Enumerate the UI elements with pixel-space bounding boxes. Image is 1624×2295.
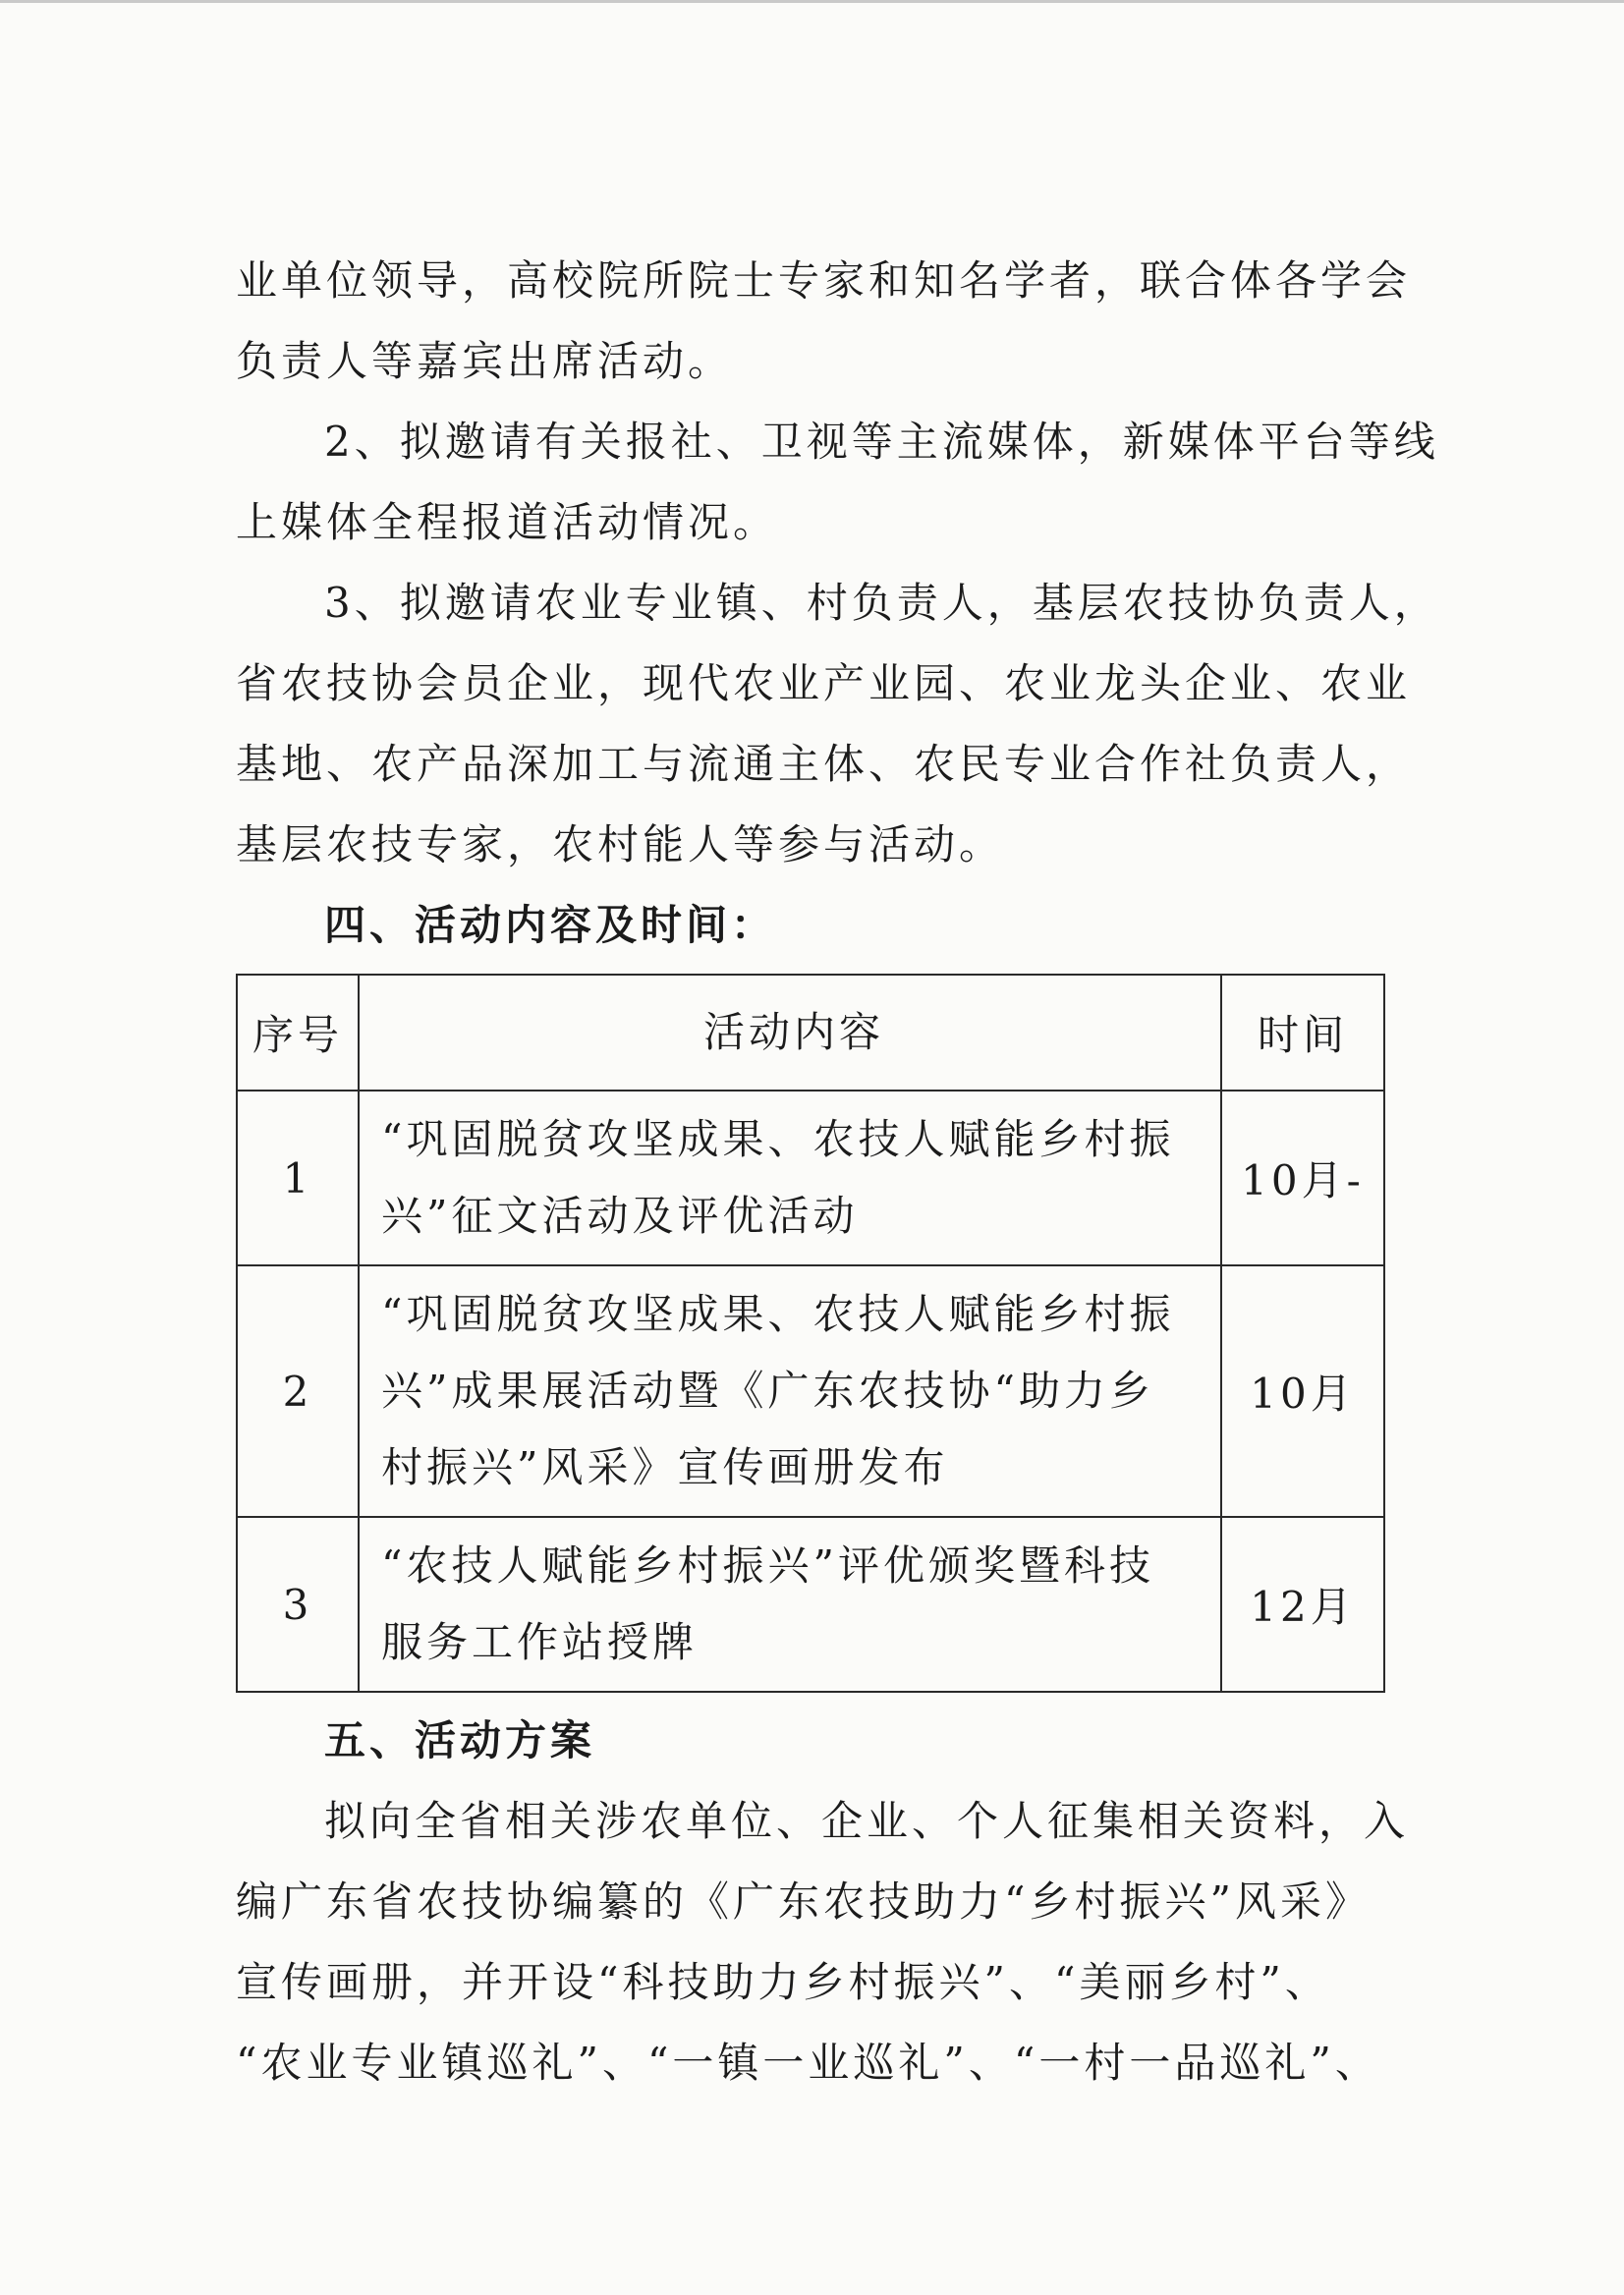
text-line: 宣传画册，并开设“科技助力乡村振兴”、“美丽乡村”、: [236, 1958, 1330, 2006]
text-line: 上媒体全程报道活动情况。: [236, 498, 779, 546]
table-row: [237, 1517, 1384, 1692]
text-line: 拟向全省相关涉农单位、企业、个人征集相关资料，入: [324, 1797, 1410, 1845]
activity-schedule-table: [236, 974, 1385, 1693]
row-content-line: 兴”征文活动及评优活动: [381, 1192, 859, 1240]
page-top-edge: [0, 0, 1624, 3]
row-no: 3: [237, 1517, 359, 1692]
text-line: 基层农技专家，农村能人等参与活动。: [236, 820, 1005, 868]
row-no: 1: [237, 1091, 359, 1265]
paragraphs-after: [236, 1781, 1410, 2103]
row-content-line: “农技人赋能乡村振兴”评优颁奖暨科技: [381, 1541, 1154, 1590]
row-content-line: 服务工作站授牌: [381, 1618, 699, 1666]
row-content-line: “巩固脱贫攻坚成果、农技人赋能乡村振: [381, 1290, 1175, 1338]
text-line: 2、拟邀请有关报社、卫视等主流媒体，新媒体平台等线: [324, 418, 1439, 466]
text-line: 负责人等嘉宾出席活动。: [236, 337, 734, 385]
paragraphs-before: [236, 241, 1439, 885]
row-content: [359, 1517, 1221, 1692]
row-content-line: 村振兴”风采》宣传画册发布: [381, 1443, 949, 1491]
row-no: 2: [237, 1265, 359, 1517]
header-time: 时间: [1221, 975, 1384, 1091]
row-content-line: “巩固脱贫攻坚成果、农技人赋能乡村振: [381, 1115, 1175, 1163]
header-no: 序号: [237, 975, 359, 1091]
text-line: 基地、农产品深加工与流通主体、农民专业合作社负责人，: [236, 740, 1412, 788]
row-content: [359, 1091, 1221, 1265]
row-content: [359, 1265, 1221, 1517]
text-line: 编广东省农技协编纂的《广东农技助力“乡村振兴”风采》: [236, 1877, 1371, 1926]
table-body: [237, 1091, 1384, 1692]
section-4-heading: 四、活动内容及时间：: [324, 901, 777, 949]
row-content-line: 兴”成果展活动暨《广东农技协“助力乡: [381, 1367, 1154, 1415]
row-time: 12月: [1221, 1517, 1384, 1692]
header-content: 活动内容: [359, 975, 1221, 1091]
text-line: “农业专业镇巡礼”、“一镇一业巡礼”、“一村一品巡礼”、: [236, 2039, 1380, 2087]
section-5-heading: 五、活动方案: [324, 1716, 596, 1764]
table-header-row: [237, 975, 1384, 1091]
table-row: [237, 1265, 1384, 1517]
row-time: 10月: [1221, 1265, 1384, 1517]
text-line: 省农技协会员企业，现代农业产业园、农业龙头企业、农业: [236, 659, 1412, 707]
document-page: [236, 241, 1439, 2103]
table-row: [237, 1091, 1384, 1265]
row-time: 10月-: [1221, 1091, 1384, 1265]
text-line: 业单位领导，高校院所院士专家和知名学者，联合体各学会: [236, 256, 1412, 305]
text-line: 3、拟邀请农业专业镇、村负责人，基层农技协负责人，: [324, 579, 1439, 627]
